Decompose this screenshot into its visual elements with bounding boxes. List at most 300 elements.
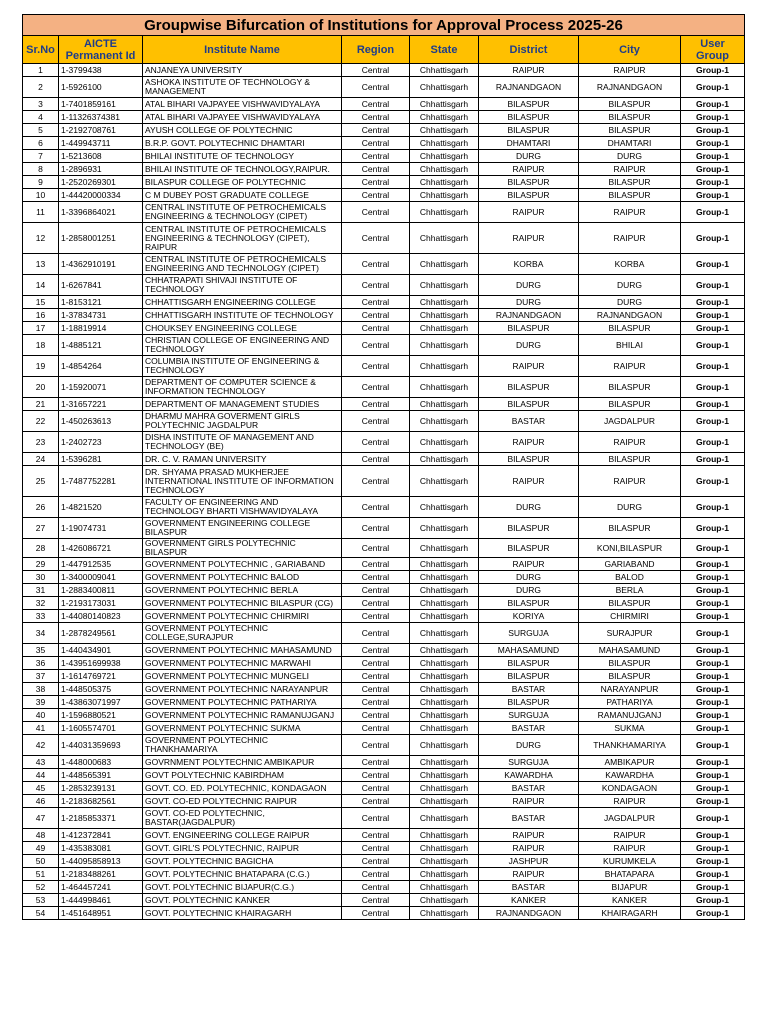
cell-institute-name: GOVT. POLYTECHNIC BHATAPARA (C.G.) xyxy=(143,868,342,881)
cell-aicte-id: 1-2183682561 xyxy=(59,795,143,808)
cell-district: KAWARDHA xyxy=(479,769,579,782)
cell-aicte-id: 1-5926100 xyxy=(59,77,143,98)
cell-region: Central xyxy=(342,254,410,275)
cell-state: Chhattisgarh xyxy=(410,756,479,769)
cell-city: DURG xyxy=(579,275,681,296)
cell-user-group: Group-1 xyxy=(681,881,745,894)
cell-user-group: Group-1 xyxy=(681,670,745,683)
cell-district: BASTAR xyxy=(479,722,579,735)
cell-state: Chhattisgarh xyxy=(410,558,479,571)
cell-district: KORIYA xyxy=(479,610,579,623)
table-row xyxy=(23,657,745,670)
cell-district: JASHPUR xyxy=(479,855,579,868)
cell-aicte-id: 1-2520269301 xyxy=(59,176,143,189)
cell-district: RAIPUR xyxy=(479,842,579,855)
cell-region: Central xyxy=(342,584,410,597)
table-row xyxy=(23,411,745,432)
cell-district: DURG xyxy=(479,584,579,597)
cell-city: RAIPUR xyxy=(579,829,681,842)
cell-sr-no: 4 xyxy=(23,111,59,124)
cell-district: RAIPUR xyxy=(479,795,579,808)
cell-sr-no: 27 xyxy=(23,518,59,539)
cell-state: Chhattisgarh xyxy=(410,111,479,124)
cell-sr-no: 52 xyxy=(23,881,59,894)
cell-district: BASTAR xyxy=(479,411,579,432)
cell-district: DHAMTARI xyxy=(479,137,579,150)
cell-district: RAIPUR xyxy=(479,356,579,377)
header-sr-no: Sr.No xyxy=(23,36,59,64)
cell-region: Central xyxy=(342,795,410,808)
cell-state: Chhattisgarh xyxy=(410,597,479,610)
cell-district: BASTAR xyxy=(479,782,579,795)
cell-region: Central xyxy=(342,894,410,907)
cell-user-group: Group-1 xyxy=(681,223,745,254)
cell-aicte-id: 1-2402723 xyxy=(59,432,143,453)
cell-state: Chhattisgarh xyxy=(410,309,479,322)
cell-region: Central xyxy=(342,432,410,453)
cell-state: Chhattisgarh xyxy=(410,124,479,137)
cell-institute-name: ATAL BIHARI VAJPAYEE VISHWAVIDYALAYA xyxy=(143,111,342,124)
cell-district: RAIPUR xyxy=(479,64,579,77)
cell-district: BILASPUR xyxy=(479,657,579,670)
cell-sr-no: 29 xyxy=(23,558,59,571)
cell-state: Chhattisgarh xyxy=(410,670,479,683)
cell-institute-name: CHHATTISGARH INSTITUTE OF TECHNOLOGY xyxy=(143,309,342,322)
cell-sr-no: 21 xyxy=(23,398,59,411)
cell-state: Chhattisgarh xyxy=(410,322,479,335)
cell-sr-no: 54 xyxy=(23,907,59,920)
cell-sr-no: 32 xyxy=(23,597,59,610)
cell-state: Chhattisgarh xyxy=(410,296,479,309)
cell-district: RAIPUR xyxy=(479,163,579,176)
cell-aicte-id: 1-2183488261 xyxy=(59,868,143,881)
cell-city: NARAYANPUR xyxy=(579,683,681,696)
cell-region: Central xyxy=(342,377,410,398)
table-row xyxy=(23,356,745,377)
cell-institute-name: C M DUBEY POST GRADUATE COLLEGE xyxy=(143,189,342,202)
cell-region: Central xyxy=(342,453,410,466)
cell-region: Central xyxy=(342,518,410,539)
cell-district: BILASPUR xyxy=(479,670,579,683)
cell-state: Chhattisgarh xyxy=(410,571,479,584)
cell-user-group: Group-1 xyxy=(681,518,745,539)
cell-state: Chhattisgarh xyxy=(410,894,479,907)
cell-institute-name: GOVERNMENT POLYTECHNIC , GARIABAND xyxy=(143,558,342,571)
table-row xyxy=(23,722,745,735)
table-row xyxy=(23,670,745,683)
institutions-table xyxy=(22,14,745,920)
cell-institute-name: GOVT. POLYTECHNIC BAGICHA xyxy=(143,855,342,868)
cell-sr-no: 50 xyxy=(23,855,59,868)
cell-state: Chhattisgarh xyxy=(410,202,479,223)
header-institute-name: Institute Name xyxy=(143,36,342,64)
cell-institute-name: BHILAI INSTITUTE OF TECHNOLOGY xyxy=(143,150,342,163)
cell-city: BILASPUR xyxy=(579,322,681,335)
cell-city: RAJNANDGAON xyxy=(579,309,681,322)
cell-city: THANKHAMARIYA xyxy=(579,735,681,756)
cell-region: Central xyxy=(342,398,410,411)
table-row xyxy=(23,111,745,124)
cell-state: Chhattisgarh xyxy=(410,808,479,829)
cell-aicte-id: 1-5213608 xyxy=(59,150,143,163)
cell-district: KANKER xyxy=(479,894,579,907)
cell-user-group: Group-1 xyxy=(681,696,745,709)
header-aicte-id: AICTE Permanent Id xyxy=(59,36,143,64)
cell-institute-name: GOVERNMENT POLYTECHNIC SUKMA xyxy=(143,722,342,735)
cell-aicte-id: 1-3799438 xyxy=(59,64,143,77)
cell-user-group: Group-1 xyxy=(681,322,745,335)
cell-institute-name: GOVT. POLYTECHNIC BIJAPUR(C.G.) xyxy=(143,881,342,894)
cell-aicte-id: 1-3396864021 xyxy=(59,202,143,223)
cell-sr-no: 41 xyxy=(23,722,59,735)
cell-city: DURG xyxy=(579,497,681,518)
table-row xyxy=(23,322,745,335)
table-row xyxy=(23,335,745,356)
cell-institute-name: GOVERNMENT POLYTECHNIC NARAYANPUR xyxy=(143,683,342,696)
cell-district: BILASPUR xyxy=(479,377,579,398)
cell-aicte-id: 1-18819914 xyxy=(59,322,143,335)
cell-state: Chhattisgarh xyxy=(410,189,479,202)
cell-aicte-id: 1-426086721 xyxy=(59,539,143,558)
cell-state: Chhattisgarh xyxy=(410,782,479,795)
cell-institute-name: DR. C. V. RAMAN UNIVERSITY xyxy=(143,453,342,466)
cell-region: Central xyxy=(342,644,410,657)
cell-state: Chhattisgarh xyxy=(410,907,479,920)
cell-district: DURG xyxy=(479,150,579,163)
cell-user-group: Group-1 xyxy=(681,453,745,466)
cell-city: RAJNANDGAON xyxy=(579,77,681,98)
cell-sr-no: 8 xyxy=(23,163,59,176)
cell-city: RAIPUR xyxy=(579,64,681,77)
cell-sr-no: 23 xyxy=(23,432,59,453)
cell-region: Central xyxy=(342,657,410,670)
table-row xyxy=(23,696,745,709)
cell-user-group: Group-1 xyxy=(681,98,745,111)
cell-state: Chhattisgarh xyxy=(410,163,479,176)
cell-aicte-id: 1-44080140823 xyxy=(59,610,143,623)
cell-sr-no: 7 xyxy=(23,150,59,163)
cell-district: RAJNANDGAON xyxy=(479,907,579,920)
cell-district: SURGUJA xyxy=(479,709,579,722)
cell-region: Central xyxy=(342,356,410,377)
cell-institute-name: GOVT. POLYTECHNIC KANKER xyxy=(143,894,342,907)
cell-user-group: Group-1 xyxy=(681,539,745,558)
cell-city: PATHARIYA xyxy=(579,696,681,709)
cell-user-group: Group-1 xyxy=(681,356,745,377)
cell-district: BILASPUR xyxy=(479,322,579,335)
cell-region: Central xyxy=(342,223,410,254)
cell-city: KORBA xyxy=(579,254,681,275)
cell-institute-name: ASHOKA INSTITUTE OF TECHNOLOGY & MANAGEMENT xyxy=(143,77,342,98)
cell-state: Chhattisgarh xyxy=(410,497,479,518)
cell-sr-no: 30 xyxy=(23,571,59,584)
table-row xyxy=(23,223,745,254)
table-row xyxy=(23,150,745,163)
cell-region: Central xyxy=(342,335,410,356)
cell-user-group: Group-1 xyxy=(681,64,745,77)
cell-district: DURG xyxy=(479,497,579,518)
cell-sr-no: 3 xyxy=(23,98,59,111)
cell-aicte-id: 1-43951699938 xyxy=(59,657,143,670)
cell-district: BASTAR xyxy=(479,881,579,894)
cell-city: RAIPUR xyxy=(579,432,681,453)
cell-institute-name: DEPARTMENT OF MANAGEMENT STUDIES xyxy=(143,398,342,411)
cell-district: RAIPUR xyxy=(479,223,579,254)
cell-city: RAIPUR xyxy=(579,795,681,808)
cell-state: Chhattisgarh xyxy=(410,855,479,868)
table-row xyxy=(23,518,745,539)
cell-sr-no: 19 xyxy=(23,356,59,377)
cell-city: KONI,BILASPUR xyxy=(579,539,681,558)
cell-aicte-id: 1-1596880521 xyxy=(59,709,143,722)
cell-district: RAIPUR xyxy=(479,868,579,881)
cell-sr-no: 36 xyxy=(23,657,59,670)
table-row xyxy=(23,735,745,756)
cell-district: BILASPUR xyxy=(479,518,579,539)
cell-region: Central xyxy=(342,756,410,769)
cell-state: Chhattisgarh xyxy=(410,829,479,842)
cell-state: Chhattisgarh xyxy=(410,275,479,296)
cell-district: BASTAR xyxy=(479,683,579,696)
cell-institute-name: GOVRNMENT POLYTECHNIC AMBIKAPUR xyxy=(143,756,342,769)
cell-region: Central xyxy=(342,735,410,756)
cell-aicte-id: 1-448505375 xyxy=(59,683,143,696)
cell-user-group: Group-1 xyxy=(681,769,745,782)
cell-sr-no: 22 xyxy=(23,411,59,432)
cell-district: DURG xyxy=(479,735,579,756)
cell-region: Central xyxy=(342,539,410,558)
cell-state: Chhattisgarh xyxy=(410,356,479,377)
cell-aicte-id: 1-44420000334 xyxy=(59,189,143,202)
cell-state: Chhattisgarh xyxy=(410,584,479,597)
cell-district: DURG xyxy=(479,571,579,584)
table-row xyxy=(23,558,745,571)
cell-sr-no: 26 xyxy=(23,497,59,518)
cell-institute-name: GOVERNMENT POLYTECHNIC MAHASAMUND xyxy=(143,644,342,657)
cell-aicte-id: 1-15920071 xyxy=(59,377,143,398)
cell-institute-name: CENTRAL INSTITUTE OF PETROCHEMICALS ENGINEERING AND TECHNOLOGY (CIPET) xyxy=(143,254,342,275)
table-row xyxy=(23,795,745,808)
cell-institute-name: DISHA INSTITUTE OF MANAGEMENT AND TECHNOLOGY (BE) xyxy=(143,432,342,453)
cell-sr-no: 20 xyxy=(23,377,59,398)
cell-aicte-id: 1-450263613 xyxy=(59,411,143,432)
cell-institute-name: COLUMBIA INSTITUTE OF ENGINEERING & TECHNOLOGY xyxy=(143,356,342,377)
cell-city: BILASPUR xyxy=(579,98,681,111)
cell-sr-no: 46 xyxy=(23,795,59,808)
table-row xyxy=(23,855,745,868)
cell-district: BILASPUR xyxy=(479,176,579,189)
cell-user-group: Group-1 xyxy=(681,335,745,356)
cell-district: RAIPUR xyxy=(479,202,579,223)
cell-district: BILASPUR xyxy=(479,189,579,202)
cell-state: Chhattisgarh xyxy=(410,137,479,150)
table-row xyxy=(23,124,745,137)
table-row xyxy=(23,98,745,111)
cell-aicte-id: 1-2878249561 xyxy=(59,623,143,644)
cell-region: Central xyxy=(342,868,410,881)
cell-user-group: Group-1 xyxy=(681,842,745,855)
cell-aicte-id: 1-451648951 xyxy=(59,907,143,920)
cell-state: Chhattisgarh xyxy=(410,77,479,98)
cell-city: RAIPUR xyxy=(579,163,681,176)
cell-aicte-id: 1-11326374381 xyxy=(59,111,143,124)
cell-institute-name: GOVT. POLYTECHNIC KHAIRAGARH xyxy=(143,907,342,920)
cell-city: BHILAI xyxy=(579,335,681,356)
table-row xyxy=(23,202,745,223)
cell-institute-name: CHRISTIAN COLLEGE OF ENGINEERING AND TECHNOLOGY xyxy=(143,335,342,356)
cell-aicte-id: 1-464457241 xyxy=(59,881,143,894)
header-region: Region xyxy=(342,36,410,64)
cell-region: Central xyxy=(342,98,410,111)
cell-aicte-id: 1-412372841 xyxy=(59,829,143,842)
cell-region: Central xyxy=(342,124,410,137)
cell-region: Central xyxy=(342,309,410,322)
cell-city: KURUMKELA xyxy=(579,855,681,868)
cell-district: RAJNANDGAON xyxy=(479,77,579,98)
cell-sr-no: 18 xyxy=(23,335,59,356)
table-row xyxy=(23,64,745,77)
cell-district: DURG xyxy=(479,275,579,296)
cell-city: MAHASAMUND xyxy=(579,644,681,657)
cell-sr-no: 2 xyxy=(23,77,59,98)
cell-state: Chhattisgarh xyxy=(410,411,479,432)
cell-state: Chhattisgarh xyxy=(410,176,479,189)
cell-user-group: Group-1 xyxy=(681,756,745,769)
table-row xyxy=(23,539,745,558)
cell-aicte-id: 1-448565391 xyxy=(59,769,143,782)
cell-state: Chhattisgarh xyxy=(410,453,479,466)
cell-city: DHAMTARI xyxy=(579,137,681,150)
cell-user-group: Group-1 xyxy=(681,497,745,518)
cell-aicte-id: 1-3400009041 xyxy=(59,571,143,584)
cell-state: Chhattisgarh xyxy=(410,696,479,709)
cell-city: BILASPUR xyxy=(579,670,681,683)
cell-state: Chhattisgarh xyxy=(410,610,479,623)
cell-aicte-id: 1-2896931 xyxy=(59,163,143,176)
cell-user-group: Group-1 xyxy=(681,808,745,829)
cell-sr-no: 14 xyxy=(23,275,59,296)
table-row xyxy=(23,829,745,842)
cell-city: DURG xyxy=(579,150,681,163)
cell-institute-name: CENTRAL INSTITUTE OF PETROCHEMICALS ENGINEERING & TECHNOLOGY (CIPET), RAIPUR xyxy=(143,223,342,254)
cell-region: Central xyxy=(342,696,410,709)
table-row xyxy=(23,466,745,497)
cell-user-group: Group-1 xyxy=(681,868,745,881)
cell-city: DURG xyxy=(579,296,681,309)
cell-user-group: Group-1 xyxy=(681,657,745,670)
cell-institute-name: GOVERNMENT GIRLS POLYTECHNIC BILASPUR xyxy=(143,539,342,558)
cell-state: Chhattisgarh xyxy=(410,683,479,696)
cell-institute-name: GOVT. CO. ED. POLYTECHNIC, KONDAGAON xyxy=(143,782,342,795)
cell-aicte-id: 1-2185853371 xyxy=(59,808,143,829)
cell-institute-name: AYUSH COLLEGE OF POLYTECHNIC xyxy=(143,124,342,137)
cell-district: RAIPUR xyxy=(479,466,579,497)
cell-region: Central xyxy=(342,189,410,202)
cell-state: Chhattisgarh xyxy=(410,64,479,77)
cell-district: RAIPUR xyxy=(479,432,579,453)
cell-region: Central xyxy=(342,202,410,223)
cell-city: RAMANUJGANJ xyxy=(579,709,681,722)
cell-sr-no: 9 xyxy=(23,176,59,189)
cell-sr-no: 44 xyxy=(23,769,59,782)
cell-sr-no: 25 xyxy=(23,466,59,497)
cell-aicte-id: 1-4854264 xyxy=(59,356,143,377)
table-row xyxy=(23,571,745,584)
cell-sr-no: 40 xyxy=(23,709,59,722)
cell-city: RAIPUR xyxy=(579,223,681,254)
cell-city: BERLA xyxy=(579,584,681,597)
sheet-title: Groupwise Bifurcation of Institutions for Approval Process 2025-26 xyxy=(23,15,745,36)
cell-aicte-id: 1-19074731 xyxy=(59,518,143,539)
header-row xyxy=(23,36,745,64)
cell-aicte-id: 1-43863071997 xyxy=(59,696,143,709)
cell-state: Chhattisgarh xyxy=(410,623,479,644)
cell-sr-no: 48 xyxy=(23,829,59,842)
table-row xyxy=(23,176,745,189)
cell-sr-no: 38 xyxy=(23,683,59,696)
cell-user-group: Group-1 xyxy=(681,202,745,223)
cell-user-group: Group-1 xyxy=(681,558,745,571)
cell-institute-name: CHHATRAPATI SHIVAJI INSTITUTE OF TECHNOLOGY xyxy=(143,275,342,296)
cell-institute-name: DEPARTMENT OF COMPUTER SCIENCE & INFORMATION TECHNOLOGY xyxy=(143,377,342,398)
cell-state: Chhattisgarh xyxy=(410,398,479,411)
cell-user-group: Group-1 xyxy=(681,644,745,657)
cell-sr-no: 33 xyxy=(23,610,59,623)
cell-user-group: Group-1 xyxy=(681,163,745,176)
table-row xyxy=(23,623,745,644)
cell-city: JAGDALPUR xyxy=(579,808,681,829)
cell-region: Central xyxy=(342,597,410,610)
table-row xyxy=(23,309,745,322)
cell-user-group: Group-1 xyxy=(681,829,745,842)
cell-region: Central xyxy=(342,855,410,868)
cell-district: BILASPUR xyxy=(479,453,579,466)
cell-city: CHIRMIRI xyxy=(579,610,681,623)
table-row xyxy=(23,453,745,466)
cell-city: BILASPUR xyxy=(579,518,681,539)
cell-city: KONDAGAON xyxy=(579,782,681,795)
cell-district: BILASPUR xyxy=(479,696,579,709)
table-row xyxy=(23,683,745,696)
cell-institute-name: GOVT. GIRL'S POLYTECHNIC, RAIPUR xyxy=(143,842,342,855)
cell-region: Central xyxy=(342,137,410,150)
cell-aicte-id: 1-4362910191 xyxy=(59,254,143,275)
cell-user-group: Group-1 xyxy=(681,411,745,432)
cell-state: Chhattisgarh xyxy=(410,539,479,558)
table-row xyxy=(23,907,745,920)
cell-sr-no: 17 xyxy=(23,322,59,335)
cell-sr-no: 49 xyxy=(23,842,59,855)
cell-city: RAIPUR xyxy=(579,842,681,855)
cell-institute-name: GOVERNMENT POLYTECHNIC RAMANUJGANJ xyxy=(143,709,342,722)
cell-region: Central xyxy=(342,322,410,335)
cell-user-group: Group-1 xyxy=(681,855,745,868)
cell-sr-no: 34 xyxy=(23,623,59,644)
cell-user-group: Group-1 xyxy=(681,176,745,189)
cell-region: Central xyxy=(342,558,410,571)
cell-state: Chhattisgarh xyxy=(410,518,479,539)
cell-region: Central xyxy=(342,907,410,920)
cell-district: BILASPUR xyxy=(479,398,579,411)
table-row xyxy=(23,842,745,855)
cell-state: Chhattisgarh xyxy=(410,335,479,356)
cell-state: Chhattisgarh xyxy=(410,150,479,163)
cell-aicte-id: 1-444998461 xyxy=(59,894,143,907)
cell-sr-no: 10 xyxy=(23,189,59,202)
cell-region: Central xyxy=(342,466,410,497)
cell-city: RAIPUR xyxy=(579,356,681,377)
cell-sr-no: 1 xyxy=(23,64,59,77)
